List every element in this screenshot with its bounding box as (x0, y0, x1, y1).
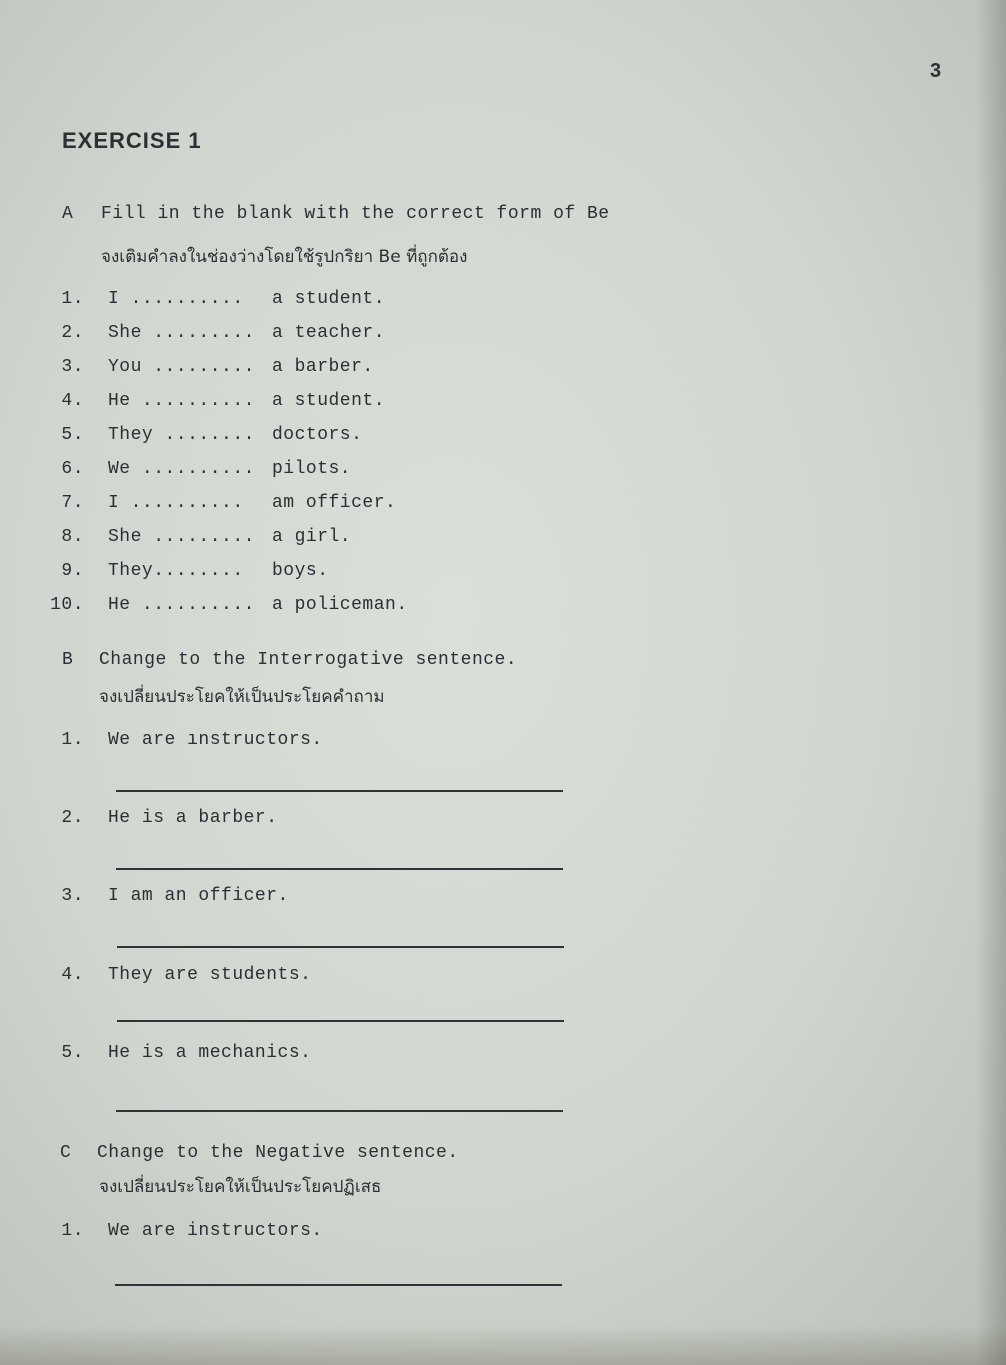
a-item-number: 10. (50, 595, 84, 615)
a-item-rest: a teacher. (272, 323, 386, 343)
a-item-subject: She ......... (108, 527, 255, 547)
section-c-instruction: Change to the Negative sentence. (97, 1143, 459, 1163)
a-item-number: 3. (61, 357, 84, 377)
a-item-rest: a student. (272, 391, 386, 411)
b-item-number: 5. (61, 1043, 84, 1063)
page-edge-shadow (976, 0, 1006, 1365)
a-item-number: 2. (61, 323, 84, 343)
a-item-subject: They ........ (108, 425, 255, 445)
exercise-title: EXERCISE 1 (62, 128, 202, 153)
section-a-instruction-thai: จงเติมคำลงในช่องว่างโดยใช้รูปกริยา Be ที่ถูกต้อง (101, 247, 468, 267)
b-item-number: 2. (61, 808, 84, 828)
a-item-number: 4. (61, 391, 84, 411)
page-bottom-shadow (0, 1325, 1006, 1365)
b-item-sentence: He is a barber. (108, 808, 278, 828)
section-b-instruction: Change to the Interrogative sentence. (99, 650, 518, 670)
a-item-rest: a girl. (272, 527, 352, 547)
answer-line[interactable] (115, 1284, 562, 1286)
b-item-number: 4. (61, 965, 84, 985)
a-item-number: 8. (61, 527, 84, 547)
c-item-number: 1. (61, 1221, 84, 1241)
section-b-letter: B (62, 650, 74, 670)
a-item-subject: She ......... (108, 323, 255, 343)
c-item-sentence: We are instructors. (108, 1221, 323, 1241)
section-a-instruction: Fill in the blank with the correct form of Be (101, 204, 610, 224)
a-item-rest: pilots. (272, 459, 352, 479)
a-item-subject: They........ (108, 561, 244, 581)
b-item-number: 3. (61, 886, 84, 906)
a-item-number: 7. (61, 493, 84, 513)
a-item-number: 6. (61, 459, 84, 479)
a-item-subject: I .......... (108, 289, 244, 309)
section-a-letter: A (62, 204, 74, 224)
a-item-subject: We .......... (108, 459, 255, 479)
a-item-subject: He .......... (108, 391, 255, 411)
section-c-instruction-thai: จงเปลี่ยนประโยคให้เป็นประโยคปฏิเสธ (99, 1177, 382, 1197)
a-item-rest: a student. (272, 289, 386, 309)
section-b-instruction-thai: จงเปลี่ยนประโยคให้เป็นประโยคคำถาม (99, 687, 385, 707)
a-item-subject: He .......... (108, 595, 255, 615)
section-c-letter: C (60, 1143, 72, 1163)
b-item-sentence: They are students. (108, 965, 312, 985)
a-item-rest: a barber. (272, 357, 374, 377)
answer-line[interactable] (117, 1020, 564, 1022)
a-item-rest: boys. (272, 561, 329, 581)
answer-line[interactable] (116, 868, 563, 870)
b-item-sentence: He is a mechanics. (108, 1043, 312, 1063)
a-item-number: 5. (61, 425, 84, 445)
a-item-subject: You ......... (108, 357, 255, 377)
b-item-sentence: I am an officer. (108, 886, 289, 906)
b-item-number: 1. (61, 730, 84, 750)
a-item-rest: am officer. (272, 493, 397, 513)
answer-line[interactable] (116, 790, 563, 792)
a-item-number: 9. (61, 561, 84, 581)
b-item-sentence: We are ınstructors. (108, 730, 323, 750)
answer-line[interactable] (116, 1110, 563, 1112)
a-item-number: 1. (61, 289, 84, 309)
a-item-rest: doctors. (272, 425, 363, 445)
answer-line[interactable] (117, 946, 564, 948)
a-item-rest: a policeman. (272, 595, 408, 615)
page-number: 3 (930, 60, 942, 82)
a-item-subject: I .......... (108, 493, 244, 513)
